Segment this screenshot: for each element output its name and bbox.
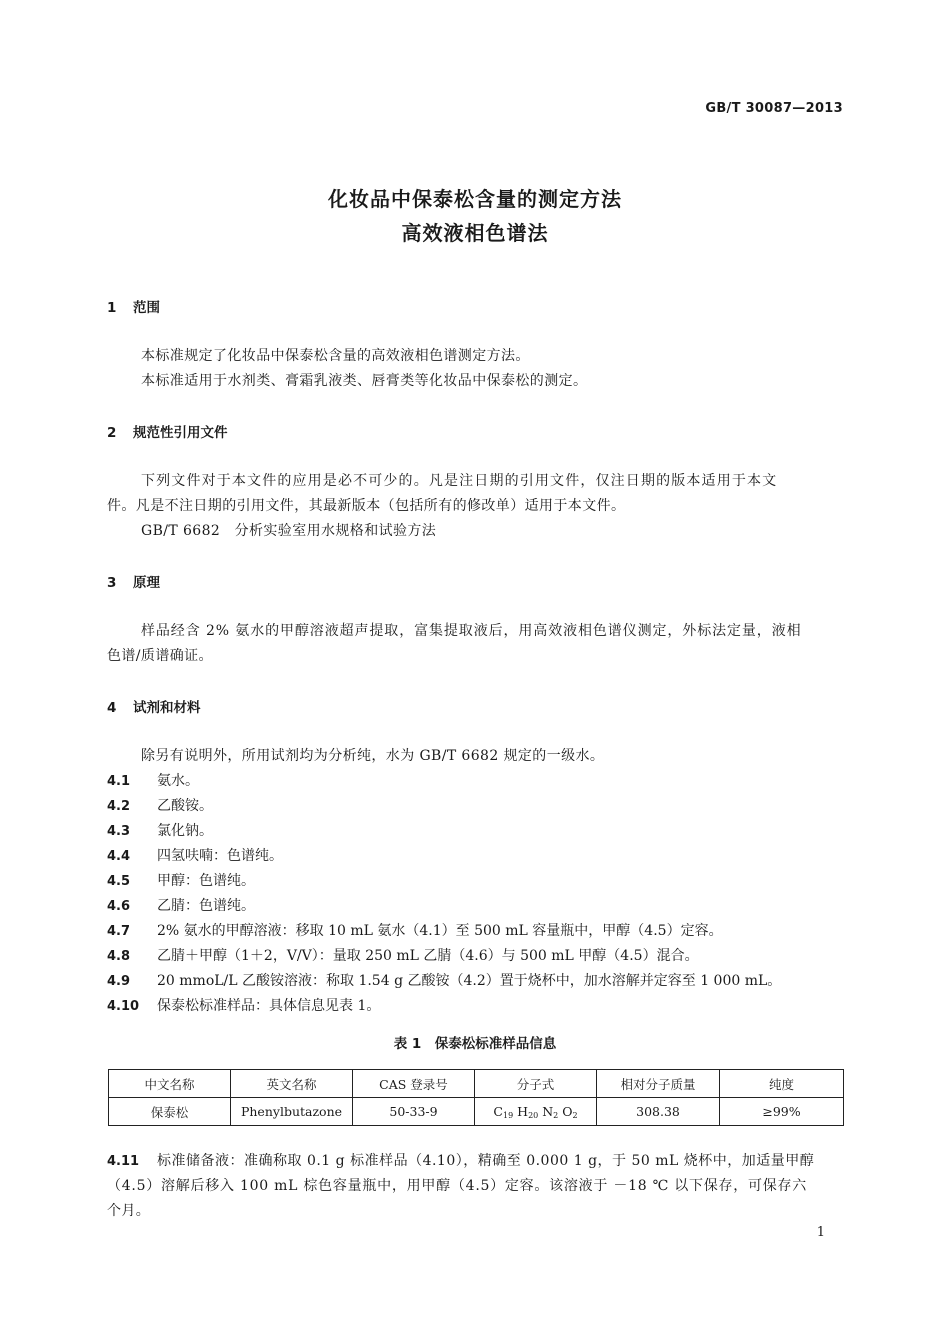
standard-number: GB/T 30087—2013: [705, 101, 843, 116]
cell-cas-number: 50-33-9: [353, 1098, 475, 1126]
document-subtitle: 高效液相色谱法: [401, 221, 549, 245]
paragraph: 本标准规定了化妆品中保泰松含量的高效液相色谱测定方法。: [141, 348, 530, 364]
item-text: 乙酸铵。: [157, 798, 213, 814]
list-item: [107, 945, 699, 965]
section-title: 试剂和材料: [133, 700, 201, 716]
column-header: 分子式: [475, 1070, 597, 1098]
table-caption: 表 1 保泰松标准样品信息: [393, 1036, 557, 1052]
standard-sample-table: [108, 1069, 844, 1126]
item-number: 4.6: [107, 899, 131, 914]
column-header: 英文名称: [231, 1070, 353, 1098]
list-item: [107, 920, 723, 940]
list-item: [107, 870, 255, 890]
cell-purity: ≥99%: [720, 1098, 844, 1126]
item-text: 保泰松标准样品：具体信息见表 1。: [157, 998, 381, 1014]
item-text: 四氢呋喃：色谱纯。: [157, 848, 283, 864]
table-row: [109, 1098, 844, 1126]
section-4-heading: [107, 696, 201, 716]
list-item: [107, 995, 380, 1015]
table-header-row: [109, 1070, 844, 1098]
item-number: 4.8: [107, 949, 131, 964]
cell-english-name: Phenylbutazone: [231, 1098, 353, 1126]
list-item: [107, 820, 213, 840]
document-title: 化妆品中保泰松含量的测定方法: [328, 187, 622, 211]
paragraph: 个月。: [107, 1203, 151, 1219]
item-text: 20 mmoL/L 乙酸铵溶液：称取 1.54 g 乙酸铵（4.2）置于烧杯中，加水溶解并定容至 1 000 mL。: [157, 973, 782, 989]
list-item: [107, 970, 781, 990]
section-1-heading: [107, 296, 160, 316]
item-text: 甲醇：色谱纯。: [157, 873, 255, 889]
section-title: 规范性引用文件: [133, 425, 228, 441]
list-item: [107, 845, 283, 865]
paragraph: （4.5）溶解后移入 100 mL 棕色容量瓶中，用甲醇（4.5）定容。该溶液于 －18 ℃ 以下保存，可保存六: [107, 1178, 807, 1194]
paragraph: 样品经含 2% 氨水的甲醇溶液超声提取，富集提取液后，用高效液相色谱仪测定，外标法定量，液相: [141, 623, 802, 639]
column-header: 纯度: [720, 1070, 844, 1098]
paragraph: 除另有说明外，所用试剂均为分析纯，水为 GB/T 6682 规定的一级水。: [141, 748, 605, 764]
item-number: 4.11: [107, 1154, 140, 1169]
section-number: 4: [107, 700, 117, 716]
normative-reference: GB/T 6682 分析实验室用水规格和试验方法: [141, 523, 437, 539]
item-number: 4.9: [107, 974, 131, 989]
item-number: 4.7: [107, 924, 131, 939]
section-title: 原理: [133, 575, 160, 591]
column-header: 中文名称: [109, 1070, 231, 1098]
section-2-heading: [107, 421, 228, 441]
paragraph: 下列文件对于本文件的应用是必不可少的。凡是注日期的引用文件，仅注日期的版本适用于本文: [141, 473, 778, 489]
section-number: 1: [107, 300, 117, 316]
cell-molecular-weight: 308.38: [597, 1098, 720, 1126]
item-text: 氨水。: [157, 773, 199, 789]
page-number: 1: [816, 1225, 825, 1240]
list-item: [107, 1150, 814, 1170]
section-title: 范围: [133, 300, 160, 316]
cell-chinese-name: 保泰松: [109, 1098, 231, 1126]
list-item: [107, 895, 255, 915]
list-item: [107, 770, 199, 790]
item-text: 乙腈：色谱纯。: [157, 898, 255, 914]
section-number: 3: [107, 575, 117, 591]
section-number: 2: [107, 425, 117, 441]
column-header: 相对分子质量: [597, 1070, 720, 1098]
item-text: 2% 氨水的甲醇溶液：移取 10 mL 氨水（4.1）至 500 mL 容量瓶中，甲醇（4.5）定容。: [157, 923, 723, 939]
item-number: 4.5: [107, 874, 131, 889]
list-item: [107, 795, 213, 815]
item-text: 标准储备液：准确称取 0.1 g 标准样品（4.10），精确至 0.000 1 g，于 50 mL 烧杯中，加适量甲醇: [157, 1153, 815, 1169]
item-text: 乙腈＋甲醇（1＋2，V/V）：量取 250 mL 乙腈（4.6）与 500 mL 甲醇（4.5）混合。: [157, 948, 699, 964]
cell-molecular-formula: $C_{19}$ $H_{20}$ $N_2$ $O_2$: [475, 1098, 597, 1126]
column-header: CAS 登录号: [353, 1070, 475, 1098]
item-text: 氯化钠。: [157, 823, 213, 839]
item-number: 4.3: [107, 824, 131, 839]
item-number: 4.2: [107, 799, 131, 814]
item-number: 4.4: [107, 849, 131, 864]
paragraph: 件。凡是不注日期的引用文件，其最新版本（包括所有的修改单）适用于本文件。: [107, 498, 626, 514]
section-3-heading: [107, 571, 160, 591]
paragraph: 本标准适用于水剂类、膏霜乳液类、唇膏类等化妆品中保泰松的测定。: [141, 373, 588, 389]
item-number: 4.10: [107, 999, 140, 1014]
item-number: 4.1: [107, 774, 131, 789]
paragraph: 色谱/质谱确证。: [107, 648, 213, 664]
